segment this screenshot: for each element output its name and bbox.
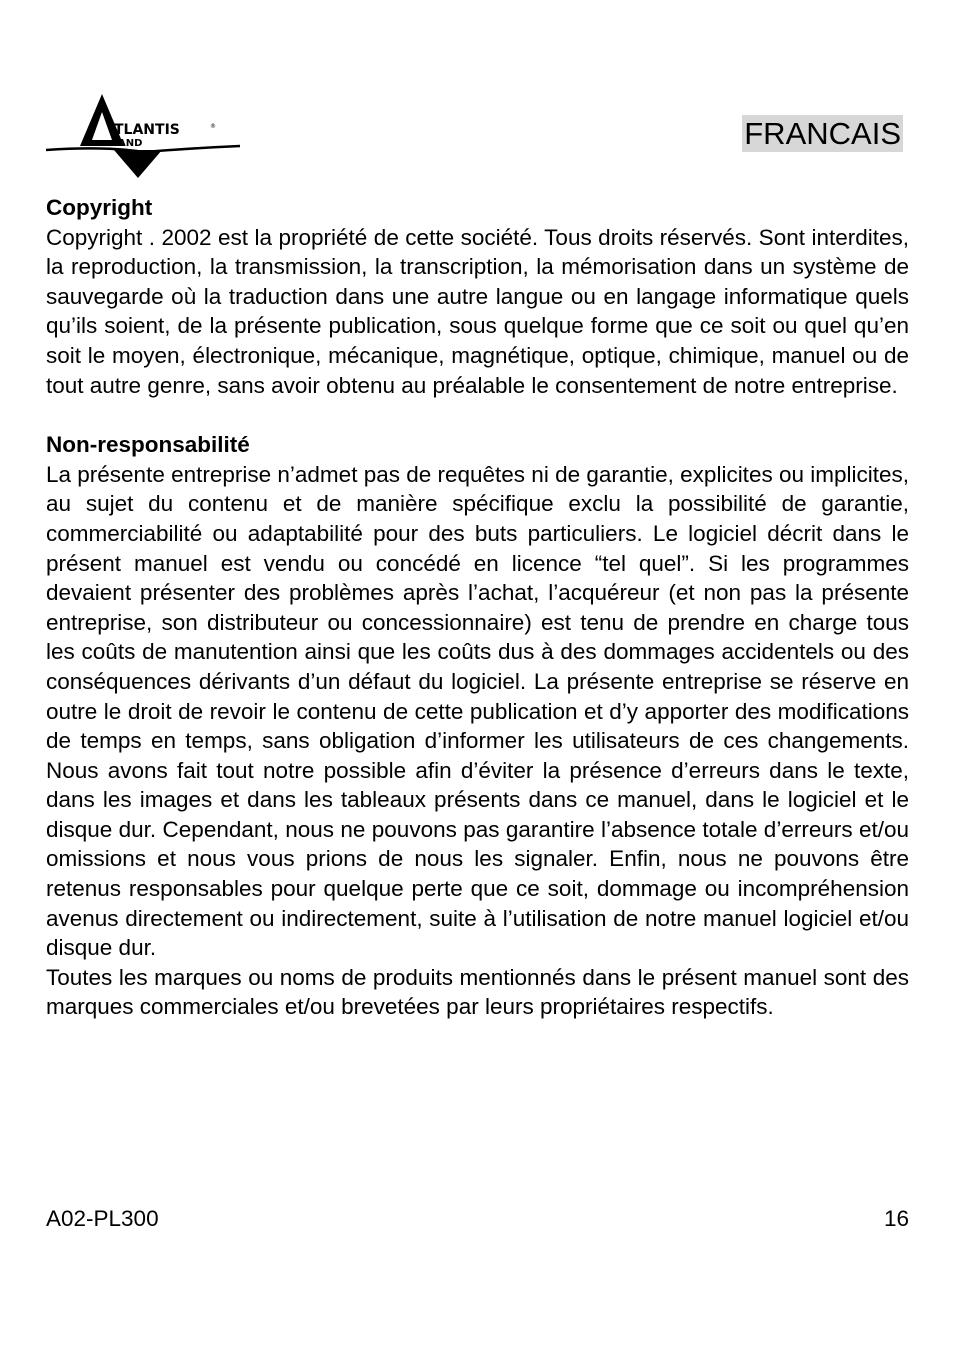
- disclaimer-heading: Non-responsabilité: [46, 432, 250, 458]
- copyright-body: Copyright . 2002 est la propriété de cette société. Tous droits réservés. Sont interdites, la reproduction, la transmission, la transcription, la mémorisation dans un système de sauvegarde où la traduction dans une autre langue ou en langage informatique quels qu’ils soient, de la présente publication, sous quelque forme que ce soit ou quel qu’en soit le moyen, électronique, mécanique, magnétique, optique, chimique, manuel ou de tout autre genre, sans avoir obtenu au préalable le consentement de notre entreprise.: [46, 224, 909, 398]
- svg-text:AND: AND: [118, 138, 143, 149]
- model-number: A02-PL300: [46, 1206, 159, 1231]
- copyright-heading: Copyright: [46, 195, 153, 220]
- trademarks-body: Toutes les marques ou noms de produits mentionnés dans le présent manuel sont des marques commerciales et/ou brevetées par leurs propriétaires respectifs.: [46, 964, 909, 1020]
- page-footer: [46, 1205, 909, 1233]
- atlantis-land-logo: [44, 90, 244, 182]
- page-number: 16: [883, 1206, 909, 1231]
- svg-text:TLANTIS: TLANTIS: [114, 122, 180, 138]
- language-label: FRANCAIS: [744, 116, 901, 151]
- svg-text:®: ®: [210, 123, 216, 130]
- page-content: [46, 193, 909, 1022]
- disclaimer-body: La présente entreprise n’admet pas de requêtes ni de garantie, explicites ou implicites, au sujet du contenu et de manière spécifique exclu la possibilité de garantie, commerciabilité ou adaptabilité pour des buts particuliers. Le logiciel décrit dans le présent manuel est vendu ou concédé en licence “tel quel”. Si les programmes devaient présenter des problèmes après l’achat, l’acquéreur (et non pas la présente entreprise, son distributeur ou concessionnaire) est tenu de prendre en charge tous les coûts de manutention ainsi que les coûts dus à des dommages accidentels ou des conséquences dérivants d’un défaut du logiciel. La présente entreprise se réserve en outre le droit de revoir le contenu de cette publication et d’y apporter des modifications de temps en temps, sans obligation d’informer les utilisateurs de ces changements. Nous avons fait tout notre possible afin d’éviter la présence d’erreurs dans le texte, dans les images et dans les tableaux présents dans ce manuel, dans le logiciel et le disque dur. Cependant, nous ne pouvons pas garantire l’absence totale d’erreurs et/ou omissions et nous vous prions de nous les signaler. Enfin, nous ne pouvons être retenus responsables pour quelque perte que ce soit, dommage ou incompréhension avenus directement ou indirectement, suite à l’utilisation de notre manuel logiciel et/ou disque dur.: [46, 461, 909, 961]
- section-spacer: [46, 400, 909, 430]
